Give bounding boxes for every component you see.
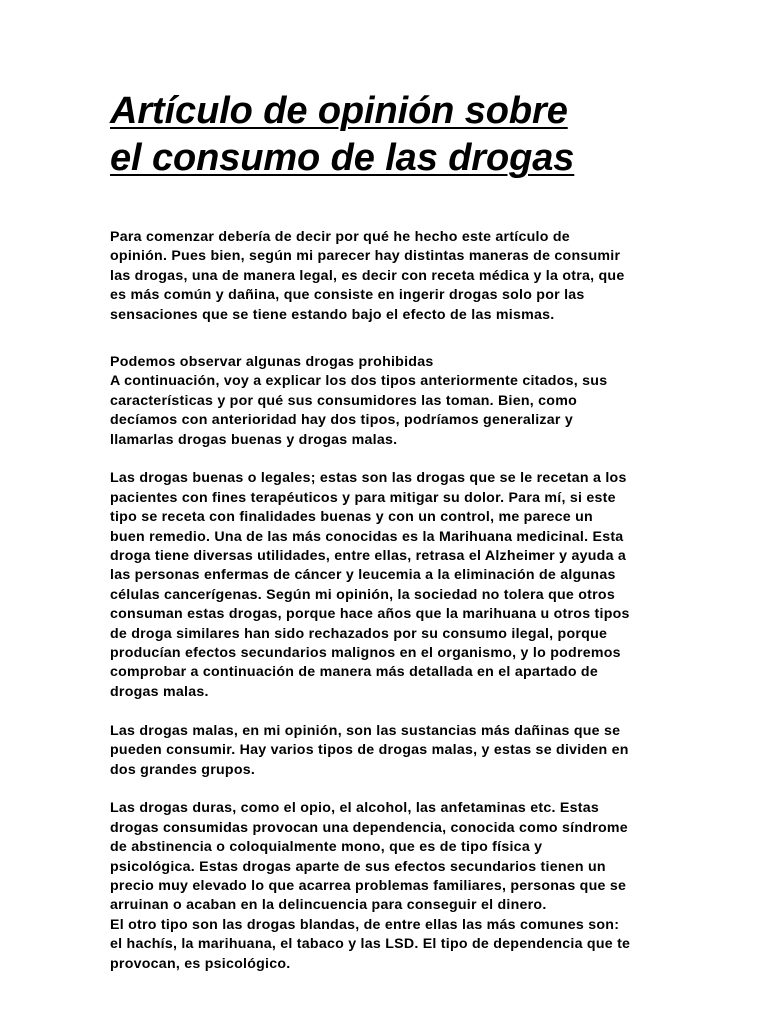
text-line: decíamos con anterioridad hay dos tipos, podríamos generalizar y (110, 412, 574, 429)
text-line: provocan, es psicológico. (110, 955, 291, 972)
text-line: de abstinencia o coloquialmente mono, que es de tipo física y (110, 839, 543, 856)
text-line: opinión. Pues bien, según mi parecer hay distintas maneras de consumir (110, 248, 621, 265)
paragraph-bad-drugs (110, 722, 670, 780)
body-text (110, 353, 670, 993)
text-line: Para comenzar debería de decir por qué he hecho este artículo de (110, 229, 570, 245)
text-line: A continuación, voy a explicar los dos tipos anteriormente citados, sus (110, 373, 608, 390)
text-line: comprobar a continuación de manera más detallada en el apartado de (110, 664, 598, 681)
text-line: es más común y dañina, que consiste en ingerir drogas solo por las (110, 287, 585, 304)
text-line: pueden consumir. Hay varios tipos de drogas malas, y estas se dividen en (110, 742, 629, 759)
text-line: Las drogas malas, en mi opinión, son las sustancias más dañinas que se (110, 722, 621, 739)
text-line: arruinan o acaban en la delincuencia para conseguir el dinero. (110, 897, 547, 914)
text-line: el hachís, la marihuana, el tabaco y las LSD. El tipo de dependencia que te (110, 936, 631, 953)
text-line: El otro tipo son las drogas blandas, de entre ellas las más comunes son: (110, 916, 620, 933)
text-line: psicológica. Estas drogas aparte de sus efectos secundarios tienen un (110, 858, 606, 875)
text-line: tipo se receta con finalidades buenas y con un control, me parece un (110, 509, 593, 526)
intro-paragraph (110, 228, 670, 344)
text-line: sensaciones que se tiene estando bajo el efecto de las mismas. (110, 306, 555, 323)
document-title (110, 88, 670, 182)
text-line: Podemos observar algunas drogas prohibidas (110, 354, 434, 370)
text-line: las drogas, una de manera legal, es decir con receta médica y la otra, que (110, 267, 625, 284)
text-line: las personas enfermas de cáncer y leucemia a la eliminación de algunas (110, 567, 616, 584)
paragraph-good-drugs (110, 469, 670, 702)
text-line: características y por qué sus consumidores las toman. Bien, como (110, 392, 578, 409)
paragraph-types (110, 353, 670, 450)
text-line: Las drogas buenas o legales; estas son las drogas que se le recetan a los (110, 470, 627, 487)
text-line: Las drogas duras, como el opio, el alcohol, las anfetaminas etc. Estas (110, 800, 599, 817)
text-line: producían efectos secundarios malignos en el organismo, y lo podremos (110, 645, 621, 662)
text-line: llamarlas drogas buenas y drogas malas. (110, 431, 398, 448)
text-line: pacientes con fines terapéuticos y para mitigar su dolor. Para mí, si este (110, 489, 616, 506)
text-line: drogas consumidas provocan una dependencia, conocida como síndrome (110, 819, 628, 836)
text-line: de droga similares han sido rechazados por su consumo ilegal, porque (110, 625, 608, 642)
paragraph-hard-soft-drugs (110, 799, 670, 974)
title-line: el consumo de las drogas (110, 137, 575, 179)
text-line: dos grandes grupos. (110, 761, 256, 778)
text-line: precio muy elevado lo que acarrea problemas familiares, personas que se (110, 877, 627, 894)
text-line: consuman estas drogas, porque hace años que la marihuana u otros tipos (110, 606, 630, 623)
text-line: droga tiene diversas utilidades, entre ellas, retrasa el Alzheimer y ayuda a (110, 548, 627, 565)
title-line: Artículo de opinión sobre (110, 90, 568, 132)
text-line: células cancerígenas. Según mi opinión, la sociedad no tolera que otros (110, 586, 615, 603)
text-line: buen remedio. Una de las más conocidas es la Marihuana medicinal. Esta (110, 528, 624, 545)
text-line: drogas malas. (110, 683, 209, 700)
